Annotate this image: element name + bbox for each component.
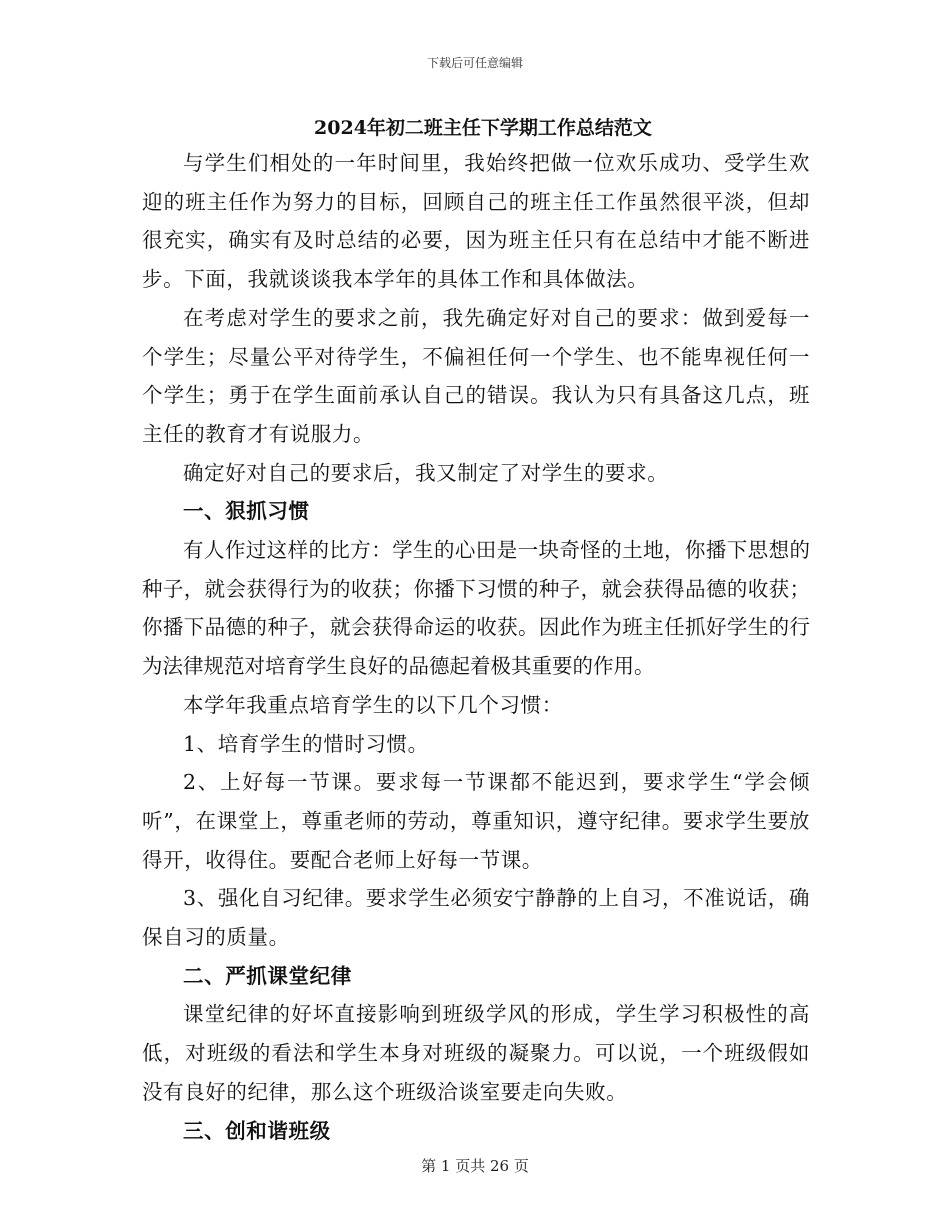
paragraph: 与学生们相处的一年时间里，我始终把做一位欢乐成功、受学生欢迎的班主任作为努力的目标，回顾自己的班主任工作虽然很平淡，但却很充实，确实有及时总结的必要，因为班主任只有在总结中才能不断进步。下面，我就谈谈我本学年的具体工作和具体做法。	[142, 151, 810, 292]
paragraph: 有人作过这样的比方：学生的心田是一块奇怪的土地，你播下思想的种子，就会获得行为的收获；你播下习惯的种子，就会获得品德的收获；你播下品德的种子，就会获得命运的收获。因此作为班主任抓好学生的行为法律规范对培育学生良好的品德起着极其重要的作用。	[142, 538, 810, 679]
paragraph: 1、培育学生的惜时习惯。	[183, 731, 429, 756]
section-heading: 一、狠抓习惯	[183, 499, 310, 524]
page-number-label: 第 1 页共 26 页	[421, 1157, 529, 1175]
paragraph: 3、强化自习纪律。要求学生必须安宁静静的上自习，不准说话，确保自习的质量。	[142, 886, 810, 950]
paragraph: 确定好对自己的要求后，我又制定了对学生的要求。	[183, 460, 669, 485]
paragraph: 本学年我重点培育学生的以下几个习惯：	[183, 692, 563, 717]
header-note: 下载后可任意编辑	[426, 56, 523, 70]
page-footer	[0, 1155, 950, 1176]
document-title: 2024年初二班主任下学期工作总结范文	[314, 117, 652, 139]
section-heading: 二、严抓课堂纪律	[183, 963, 352, 988]
document-body	[142, 112, 810, 1150]
paragraph: 2、上好每一节课。要求每一节课都不能迟到，要求学生“学会倾听”，在课堂上，尊重老师的劳动，尊重知识，遵守纪律。要求学生要放得开，收得住。要配合老师上好每一节课。	[142, 770, 810, 872]
paragraph: 课堂纪律的好坏直接影响到班级学风的形成，学生学习积极性的高低，对班级的看法和学生本身对班级的凝聚力。可以说，一个班级假如没有良好的纪律，那么这个班级洽谈室要走向失败。	[142, 1002, 810, 1104]
section-heading: 三、创和谐班级	[183, 1118, 331, 1143]
paragraph: 在考虑对学生的要求之前，我先确定好对自己的要求：做到爱每一个学生；尽量公平对待学生，不偏袒任何一个学生、也不能卑视任何一个学生；勇于在学生面前承认自己的错误。我认为只有具备这几点，班主任的教育才有说服力。	[142, 305, 810, 446]
